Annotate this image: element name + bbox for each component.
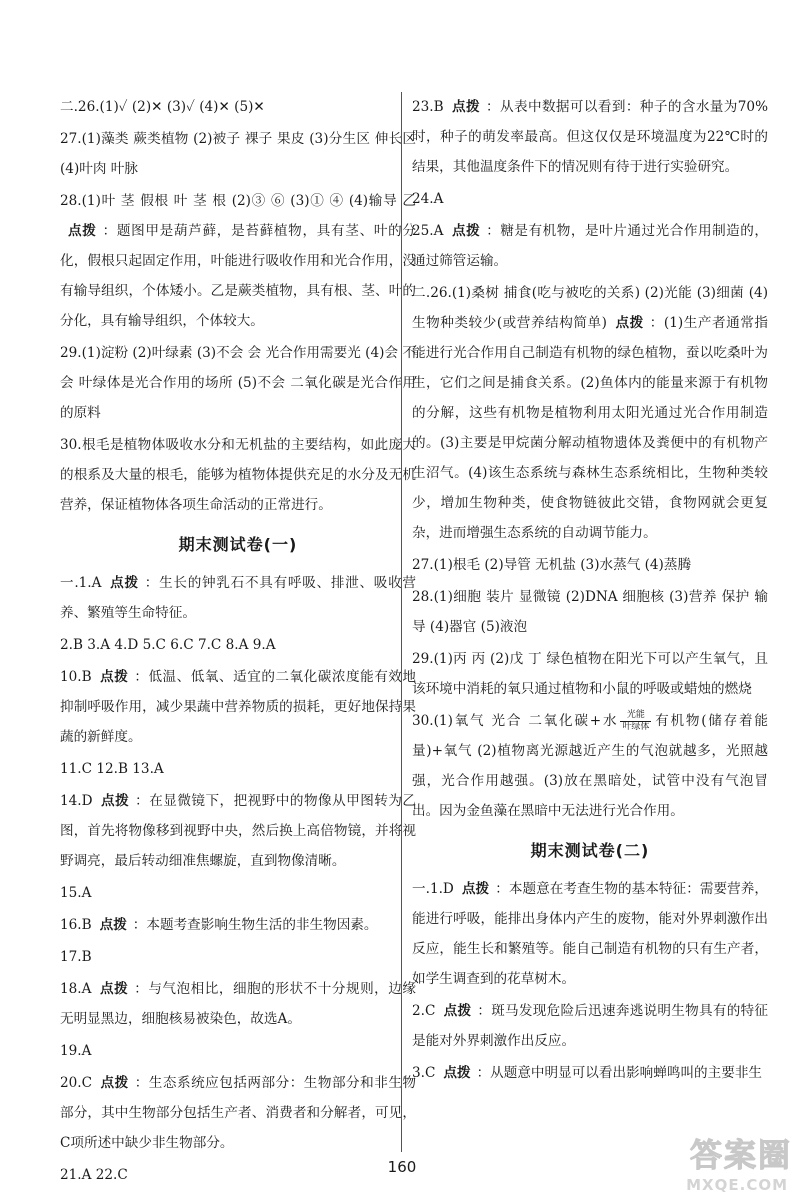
watermark-text: 答案圈 (689, 1136, 792, 1174)
answer-item (60, 974, 416, 1034)
hint-text: ：糖是有机物，是叶片通过光合作用制造的，通过筛管运输。 (412, 223, 769, 269)
answer-text: 二.26.(1)桑树 捕食(吃与被吃的关系) (2)光能 (3)细菌 (4)生物种类较少(或营养结构简单) (412, 285, 768, 331)
hint-text: ：斑马发现危险后迅速奔逃说明生物具有的特征是能对外界刺激作出反应。 (412, 1003, 769, 1049)
answer-text: 28.(1)叶 茎 假根 叶 茎 根 (2)③ ⑥ (3)① ④ (4)输导 乙 (60, 193, 416, 209)
answer-item (60, 630, 416, 660)
answer-item (60, 910, 416, 940)
hint-label: 点拨 (451, 223, 481, 239)
hint-text: ：生长的钟乳石不具有呼吸、排泄、吸收营养、繁殖等生命特征。 (60, 575, 417, 621)
hint-text: ：本题意在考查生物的基本特征：需要营养，能进行呼吸，能排出身体内产生的废物，能对外界刺激作出反应，能生长和繁殖等。能自己制造有机物的只有生产者，如学生调查到的花草树木。 (412, 881, 769, 987)
answer-text: 有机物(储存着能量)+氧气 (2)植物离光源越近产生的气泡就越多，光照越强，光合作用越强。(3)放在黑暗处，试管中没有气泡冒出。因为金鱼藻在黑暗中无法进行光合作用。 (412, 713, 768, 819)
answer-item (60, 1036, 416, 1066)
answer-text: 17.B (60, 949, 92, 965)
answer-item (60, 878, 416, 908)
answer-text: 10.B (60, 669, 92, 685)
answer-item (412, 216, 768, 276)
section-heading: 期末测试卷(一) (178, 535, 298, 554)
hint-label: 点拨 (443, 1003, 472, 1019)
hint-label: 点拨 (461, 881, 490, 897)
column-divider (401, 92, 402, 1152)
watermark-logo (642, 1130, 792, 1196)
answer-text: 18.A (60, 981, 92, 997)
answer-text: 3.C (412, 1065, 436, 1081)
answer-text: 29.(1)丙 丙 (2)戊 丁 绿色植物在阳光下可以产生氧气，且该环境中消耗的氧只通过植物和小鼠的呼吸或蜡烛的燃烧 (412, 651, 768, 697)
hint-text: ：题图甲是葫芦藓，是苔藓植物，具有茎、叶的分化，假根只起固定作用，叶能进行吸收作用和光合作用，没有输导组织，个体矮小。乙是蕨类植物，具有根、茎、叶的分化，具有输导组织，个体较大。 (60, 223, 417, 329)
answer-text: 19.A (60, 1043, 92, 1059)
hint-label: 点拨 (99, 669, 129, 685)
condition-above-arrow: 光能 (620, 710, 651, 722)
answer-text: 30.(1)氧气 光合 二氧化碳+水 (412, 713, 619, 729)
hint-text: ：本题考查影响生物生活的非生物因素。 (132, 917, 378, 933)
answer-item (60, 786, 416, 876)
answer-text: 2.B 3.A 4.D 5.C 6.C 7.C 8.A 9.A (60, 637, 276, 653)
hint-text: ：(1)生产者通常指能进行光合作用自己制造有机物的绿色植物，蚕以吃桑叶为生，它们之间是捕食关系。(2)鱼体内的能量来源于有机物的分解，这些有机物是植物利用太阳光通过光合作用制造的。(3)主要是甲烷菌分解动植物遗体及粪便中的有机物产生沼气。(4)该生态系统与森林生态系统相比，生物种类较少，增加生物种类，使食物链彼此交错，食物网就会更复杂，进而增强生态系统的自动调节能力。 (412, 315, 769, 541)
answer-text: 11.C 12.B 13.A (60, 761, 164, 777)
answer-item (60, 338, 416, 428)
hint-label: 点拨 (443, 1065, 471, 1081)
answer-text: 15.A (60, 885, 92, 901)
answer-text: 16.B (60, 917, 92, 933)
answer-text: 30.根毛是植物体吸收水分和无机盐的主要结构，如此庞大的根系及大量的根毛，能够为植物体提供充足的水分及无机营养，保证植物体各项生命活动的正常进行。 (60, 437, 416, 513)
answer-item (412, 644, 768, 704)
answer-item (412, 550, 768, 580)
answer-item (412, 278, 768, 548)
left-column (60, 92, 416, 1192)
hint-label: 点拨 (451, 99, 480, 115)
answer-item (60, 1068, 416, 1158)
page-number: 160 (387, 1158, 417, 1176)
answer-text: 25.A (412, 223, 444, 239)
hint-label: 点拨 (99, 917, 127, 933)
reaction-condition (620, 710, 651, 733)
answer-text: 2.C (412, 1003, 436, 1019)
right-column (412, 92, 768, 1090)
answer-text: 21.A 22.C (60, 1167, 128, 1183)
hint-text: ：与气泡相比，细胞的形状不十分规则，边缘无明显黑边，细胞核易被染色，故选A。 (60, 981, 417, 1027)
answer-item (60, 430, 416, 520)
hint-label: 点拨 (100, 793, 130, 809)
answer-text: 29.(1)淀粉 (2)叶绿素 (3)不会 会 光合作用需要光 (4)会 不会 叶绿体是光合作用的场所 (5)不会 二氧化碳是光合作用的原料 (60, 345, 416, 421)
answer-item (60, 942, 416, 972)
hint-label: 点拨 (100, 1075, 129, 1091)
answer-text: 27.(1)藻类 蕨类植物 (2)被子 裸子 果皮 (3)分生区 伸长区 (4)叶肉 叶脉 (60, 131, 416, 177)
condition-below-arrow: 叶绿体 (622, 722, 650, 732)
hint-label: 点拨 (109, 575, 139, 591)
answer-item (412, 92, 768, 182)
answer-item (412, 706, 768, 826)
hint-label: 点拨 (68, 223, 97, 239)
answer-text: 23.B (412, 99, 444, 115)
answer-text: 一.1.D (412, 881, 454, 897)
answer-item (412, 184, 768, 214)
answer-text: 27.(1)根毛 (2)导管 无机盐 (3)水蒸气 (4)蒸腾 (412, 557, 692, 573)
answer-item (412, 874, 768, 994)
answer-item (412, 582, 768, 642)
answer-text: 二.26.(1)✓ (2)✕ (3)✓ (4)✕ (5)✕ (60, 99, 265, 115)
answer-item (60, 568, 416, 628)
section-heading: 期末测试卷(二) (530, 841, 650, 860)
answer-text: 20.C (60, 1075, 93, 1091)
answer-item (60, 754, 416, 784)
answer-item (412, 996, 768, 1056)
answer-item (412, 1058, 768, 1088)
hint-text: ：低温、低氧、适宜的二氧化碳浓度能有效地抑制呼吸作用，减少果蔬中营养物质的损耗，更好地保持果蔬的新鲜度。 (60, 669, 417, 745)
hint-text: ：从题意中明显可以看出影响蝉鸣叫的主要非生 (476, 1065, 763, 1081)
answer-item (60, 662, 416, 752)
answer-text: 28.(1)细胞 装片 显微镜 (2)DNA 细胞核 (3)营养 保护 输导 (4)器官 (5)液泡 (412, 589, 768, 635)
hint-label: 点拨 (614, 315, 644, 331)
answer-item (60, 92, 416, 122)
answer-text: 14.D (60, 793, 93, 809)
answer-item (60, 124, 416, 184)
answer-text: 24.A (412, 191, 444, 207)
answer-item (60, 186, 416, 336)
hint-text: ：在显微镜下，把视野中的物像从甲图转为乙图，首先将物像移到视野中央，然后换上高倍物镜，并将视野调亮，最后转动细准焦螺旋，直到物像清晰。 (60, 793, 417, 869)
hint-text: ：从表中数据可以看到：种子的含水量为70%时，种子的萌发率最高。但这仅仅是环境温度为22℃时的结果，其他温度条件下的情况则有待于进行实验研究。 (412, 99, 768, 175)
hint-label: 点拨 (99, 981, 129, 997)
answer-text: 一.1.A (60, 575, 102, 591)
hint-text: ：生态系统应包括两部分：生物部分和非生物部分，其中生物部分包括生产者、消费者和分解者，可见，C项所述中缺少非生物部分。 (60, 1075, 417, 1151)
watermark-url: MXQE.COM (686, 1176, 788, 1194)
